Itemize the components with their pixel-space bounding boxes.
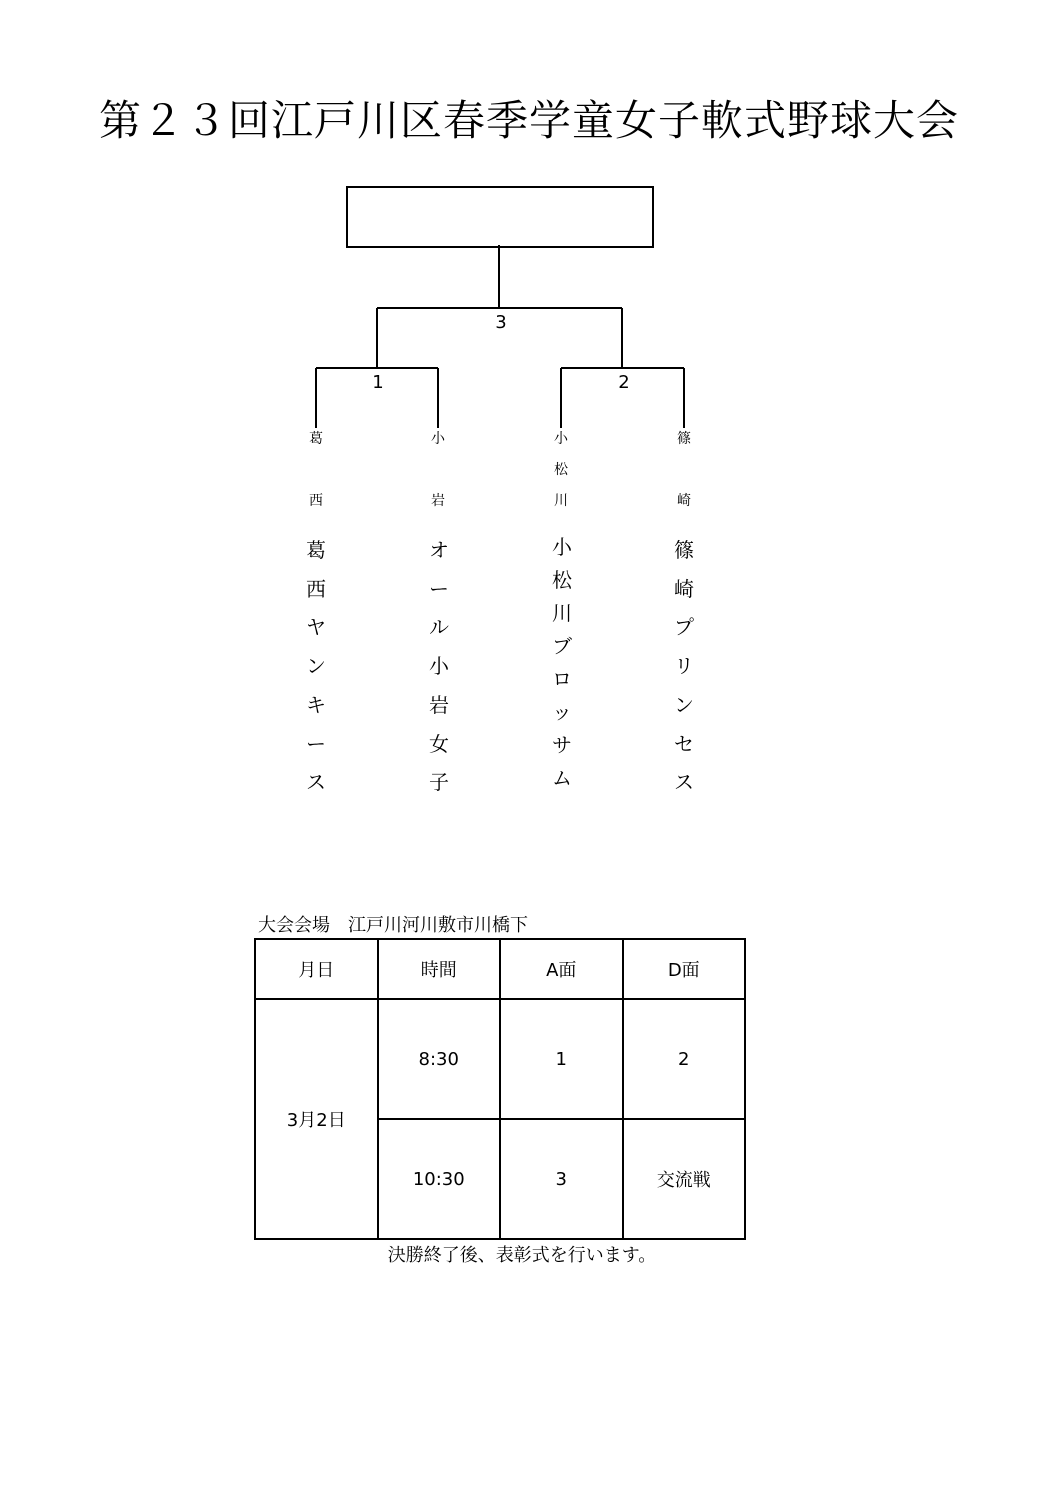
vertical-char: ヤ (306, 615, 326, 640)
vertical-char: 小 (429, 654, 449, 679)
vertical-char: ー (306, 731, 326, 756)
vertical-char: 川 (554, 493, 568, 509)
vertical-char: オ (429, 538, 449, 562)
match-number-semifinal-1: 1 (372, 372, 384, 393)
team-name-komatsugawa (542, 531, 582, 795)
vertical-char: 女 (429, 731, 449, 756)
vertical-char: リ (674, 654, 694, 679)
vertical-char: 葛 (306, 538, 326, 562)
tournament-bracket (0, 0, 1058, 440)
header-time: 時間 (378, 939, 501, 999)
team-club-shinozaki (669, 424, 699, 517)
vertical-char: 西 (309, 493, 323, 509)
vertical-char: キ (306, 692, 326, 717)
vertical-char: 篠 (674, 538, 694, 562)
vertical-char: ル (429, 615, 449, 640)
schedule-field-d: 2 (623, 999, 746, 1119)
vertical-char: プ (674, 615, 694, 640)
vertical-char: サ (552, 733, 572, 757)
vertical-char: 西 (306, 576, 326, 601)
schedule-field-a: 1 (500, 999, 623, 1119)
schedule-table (254, 938, 746, 1240)
team-club-koiwa (423, 424, 453, 517)
schedule-time: 10:30 (378, 1119, 501, 1239)
vertical-char: 篠 (677, 431, 691, 447)
match-number-semifinal-2: 2 (618, 372, 630, 393)
vertical-char: ッ (552, 700, 572, 724)
schedule-row (255, 999, 745, 1119)
vertical-char: 松 (552, 568, 572, 592)
vertical-char: 松 (554, 462, 568, 478)
venue-label: 大会会場 江戸川河川敷市川橋下 (258, 915, 528, 936)
vertical-char: 小 (554, 431, 568, 447)
vertical-char: セ (674, 731, 694, 756)
vertical-char: 崎 (674, 576, 694, 601)
vertical-char: 川 (552, 601, 572, 625)
vertical-char: 岩 (431, 493, 445, 509)
ceremony-note: 決勝終了後、表彰式を行います。 (387, 1245, 657, 1266)
vertical-char: 子 (429, 770, 449, 795)
team-name-kasai (296, 531, 336, 802)
vertical-char: 崎 (677, 493, 691, 509)
vertical-char: ス (306, 770, 326, 795)
header-date: 月日 (255, 939, 378, 999)
schedule-date: 3月2日 (255, 999, 378, 1239)
vertical-char: ロ (552, 667, 572, 691)
team-name-koiwa (419, 531, 459, 802)
header-field-d: D面 (623, 939, 746, 999)
team-club-kasai (301, 424, 331, 517)
schedule-field-a: 3 (500, 1119, 623, 1239)
vertical-char: 小 (552, 535, 572, 559)
vertical-char: ン (306, 654, 326, 679)
vertical-char: 小 (431, 431, 445, 447)
vertical-char: ム (552, 766, 572, 790)
header-field-a: A面 (500, 939, 623, 999)
vertical-char: 葛 (309, 431, 323, 447)
vertical-char: ブ (552, 634, 572, 658)
match-number-final: 3 (495, 312, 507, 333)
schedule-field-d: 交流戦 (623, 1119, 746, 1239)
schedule-time: 8:30 (378, 999, 501, 1119)
team-name-shinozaki (664, 531, 704, 802)
vertical-char: ン (674, 692, 694, 717)
team-club-komatsugawa (546, 424, 576, 517)
schedule-header-row (255, 939, 745, 999)
page-title: 第２３回江戸川区春季学童女子軟式野球大会 (98, 96, 959, 145)
vertical-char: 岩 (429, 692, 449, 717)
vertical-char: ー (429, 576, 449, 601)
vertical-char: ス (674, 770, 694, 795)
